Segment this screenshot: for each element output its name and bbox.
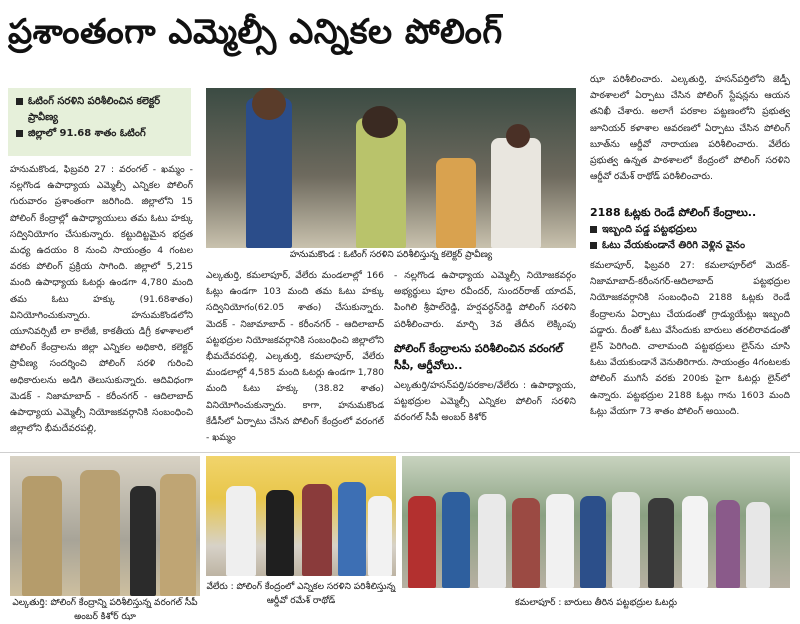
- photo-main: [206, 88, 576, 248]
- photo-main-caption: హనుమకొండ : ఓటింగ్ సరళిని పరిశీలిస్తున్న కలెక్టర్ ప్రావీణ్య: [206, 248, 576, 264]
- highlight-item: జిల్లాలో 91.68 శాతం ఓటింగ్: [16, 126, 183, 142]
- subhead-cp-rdo: పోలింగ్ కేంద్రాలను పరిశీలించిన వరంగల్ సీపీ, ఆర్డీవోలు..: [394, 342, 563, 372]
- photo-bottom-2: [206, 456, 396, 576]
- headline: ప్రశాంతంగా ఎమ్మెల్సీ ఎన్నికల పోలింగ్: [8, 12, 503, 52]
- highlight-item: ఓటింగ్ సరళిని పరిశీలించిన కలెక్టర్ ప్రావీణ్య: [16, 94, 183, 126]
- article-column-3-body: ఎల్కతుర్తి/హసన్‌పర్తి/పరకాల/వేలేరు : ఉపాధ్యాయ, పట్టభద్రుల ఎమ్మెల్సీ ఎన్నికల పోలింగ్ సరళిని వరంగల్ సీపీ అంబర్ కిశోర్: [394, 380, 576, 424]
- photo-bottom-1: [10, 456, 200, 596]
- article-column-4: ఝా పరిశీలించారు. ఎల్కతుర్తి, హసన్‌పర్తిలోని జెడ్పీ పాఠశాలలో ఏర్పాటు చేసిన పోలింగ్ స్టేషన్లను ఆయన తనిఖీ చేశారు. అలాగే పరకాల పట్టణంలోని ప్రభుత్వ జూనియర్ కళాశాల ఆవరణలో ఏర్పాటు చేసిన పోలింగ్ బూత్‌ను ఆర్డీవో నారాయణ పరిశీలించారు. వేలేరు ప్రభుత్వ ఉన్నత పాఠశాలలో కేంద్రంలో పోలింగ్ సరళిని ఆర్డీవో రమేశ్ రాథోడ్ పరిశీలించారు.: [590, 74, 790, 183]
- bullet-item: ఓటు వేయకుండానే తిరిగి వెళ్లిన వైనం: [590, 238, 790, 254]
- article-column-4-body2: కమలాపూర్, ఫిబ్రవరి 27: కమలాపూర్‌లో మెదక్-నిజామాబాద్-కరీంనగర్-ఆదిలాబాద్ పట్టభద్రుల నియోజకవర్గానికి సంబంధించి 2188 ఓట్లకు రెండే కేంద్రాలను ఏర్పాటు చేయడంతో గ్రాడ్యుయేట్లు ఇబ్బంది పడ్డారు. దీంతో ఓటు వేసేందుకు బారులు తరలిరావడంతో లైన్ పెరిగింది. చాలామంది పట్టభద్రులు లైన్‌ను చూసి ఓటు వేయకుండానే వెనుతిరిగారు. సాయంత్రం 4గంటలకు పోలింగ్ ముగిసే వరకు 200కు పైగా ఓటర్లు లైన్‌లో ఉన్నారు. పట్టభద్రుల 2188 ఓట్లు గాను 1603 మంది ఓట్లు వేయగా 73 శాతం పోలింగ్ అయింది.: [590, 260, 790, 417]
- bullet-item: ఇబ్బంది పడ్డ పట్టభద్రులు: [590, 222, 790, 238]
- photo-bottom-3-caption: కమలాపూర్ : బారులు తీరిన పట్టభద్రుల ఓటర్లు: [514, 598, 678, 608]
- section-divider: [0, 452, 800, 453]
- photo-bottom-3: [402, 456, 790, 588]
- article-column-2: ఎల్కతుర్తి, కమలాపూర్, వేలేరు మండలాల్లో 166 ఓట్లు ఉండగా 103 మంది తమ ఓటు హక్కు సద్వినియోగం(62.05 శాతం) చేసుకున్నారు. మెదక్ - నిజామాబాద్ - కరీంనగర్ - ఆదిలాబాద్ పట్టభద్రుల నియోజకవర్గానికి సంబంధించి జిల్లాలోని భీమదేవరపల్లి, ఎల్కతుర్తి, కమలాపూర్, వేలేరు మండలాల్లో 4,585 మంది ఓటర్లు ఉండగా 1,780 మంది ఓటు హక్కు (38.82 శాతం) వినియోగించుకున్నారు. కాగా, హనుమకొండ కేడీసీలో ఏర్పాటు చేసిన పోలింగ్ కేంద్రంలో వరంగల్ - ఖమ్మం: [206, 270, 384, 444]
- col4-bullets: [590, 222, 790, 254]
- article-column-1: హనుమకొండ, ఫిబ్రవరి 27 : వరంగల్ - ఖమ్మం - నల్లగొండ ఉపాధ్యాయ ఎమ్మెల్సీ ఎన్నికల పోలింగ్ గురువారం ప్రశాంతంగా జరిగింది. జిల్లాలోని 15 పోలింగ్ కేంద్రాల్లో ఉపాధ్యాయులు తమ ఓటు హక్కు సద్వినియోగం చేసుకున్నారు. కట్టుదిట్టమైన భద్రత మధ్య ఉదయం 8 నుంచి సాయంత్రం 4 గంటల వరకు పోలింగ్ ప్రక్రియ సాగింది. జిల్లాలో 5,215 మంది ఉపాధ్యాయ ఓటర్లు ఉండగా 4,780 మంది తమ ఓటు హక్కు (91.68శాతం) వినియోగించుకున్నారు. హనుమకొండలోని యూనివర్సిటీ లా కాలేజీ, కాకతీయ డిగ్రీ కళాశాలలో పోలింగ్ కేంద్రాలను జిల్లా ఎన్నికల అధికారి, కలెక్టర్ ప్రావీణ్య సందర్శించి పోలింగ్ సరళి గురించి అధికారులను అడిగి తెలుసుకున్నారు. ఆదివిధంగా మెడక్ - నిజామాబాద్ - కరీంనగర్ - ఆదిలాబాద్ ఉపాధ్యాయ ఎమ్మెల్సీ నియోజకవర్గానికి సంబంధించి జిల్లాలోని భీమదేవరపల్లి,: [10, 164, 193, 435]
- highlights-box: [8, 88, 191, 156]
- photo-bottom-2-caption: వేలేరు : పోలింగ్ కేంద్రంలో ఎన్నికల సరళిని పరిశీలిస్తున్న ఆర్డీవో రమేశ్ రాథోడ్: [206, 582, 396, 606]
- photo-bottom-1-caption: ఎల్కతుర్తి: పోలింగ్ కేంద్రాన్ని పరిశీలిస్తున్న వరంగల్ సీపీ అంబర్ కిశోర్ ఝా: [12, 598, 198, 622]
- article-column-3-intro: - నల్లగొండ ఉపాధ్యాయ ఎమ్మెల్సీ నియోజకవర్గం అభ్యర్థులు పూల రవీందర్, సుందర్‌రాజ్ యాదవ్, పింగిలి శ్రీపాల్‌రెడ్డి, హర్షవర్ధన్‌రెడ్డి పోలింగ్ సరళిని పరిశీలించారు. మార్చి 3వ తేదీన లెక్కింపు: [394, 270, 576, 330]
- subhead-two-centres: 2188 ఓట్లకు రెండే పోలింగ్ కేంద్రాలు..: [590, 206, 757, 219]
